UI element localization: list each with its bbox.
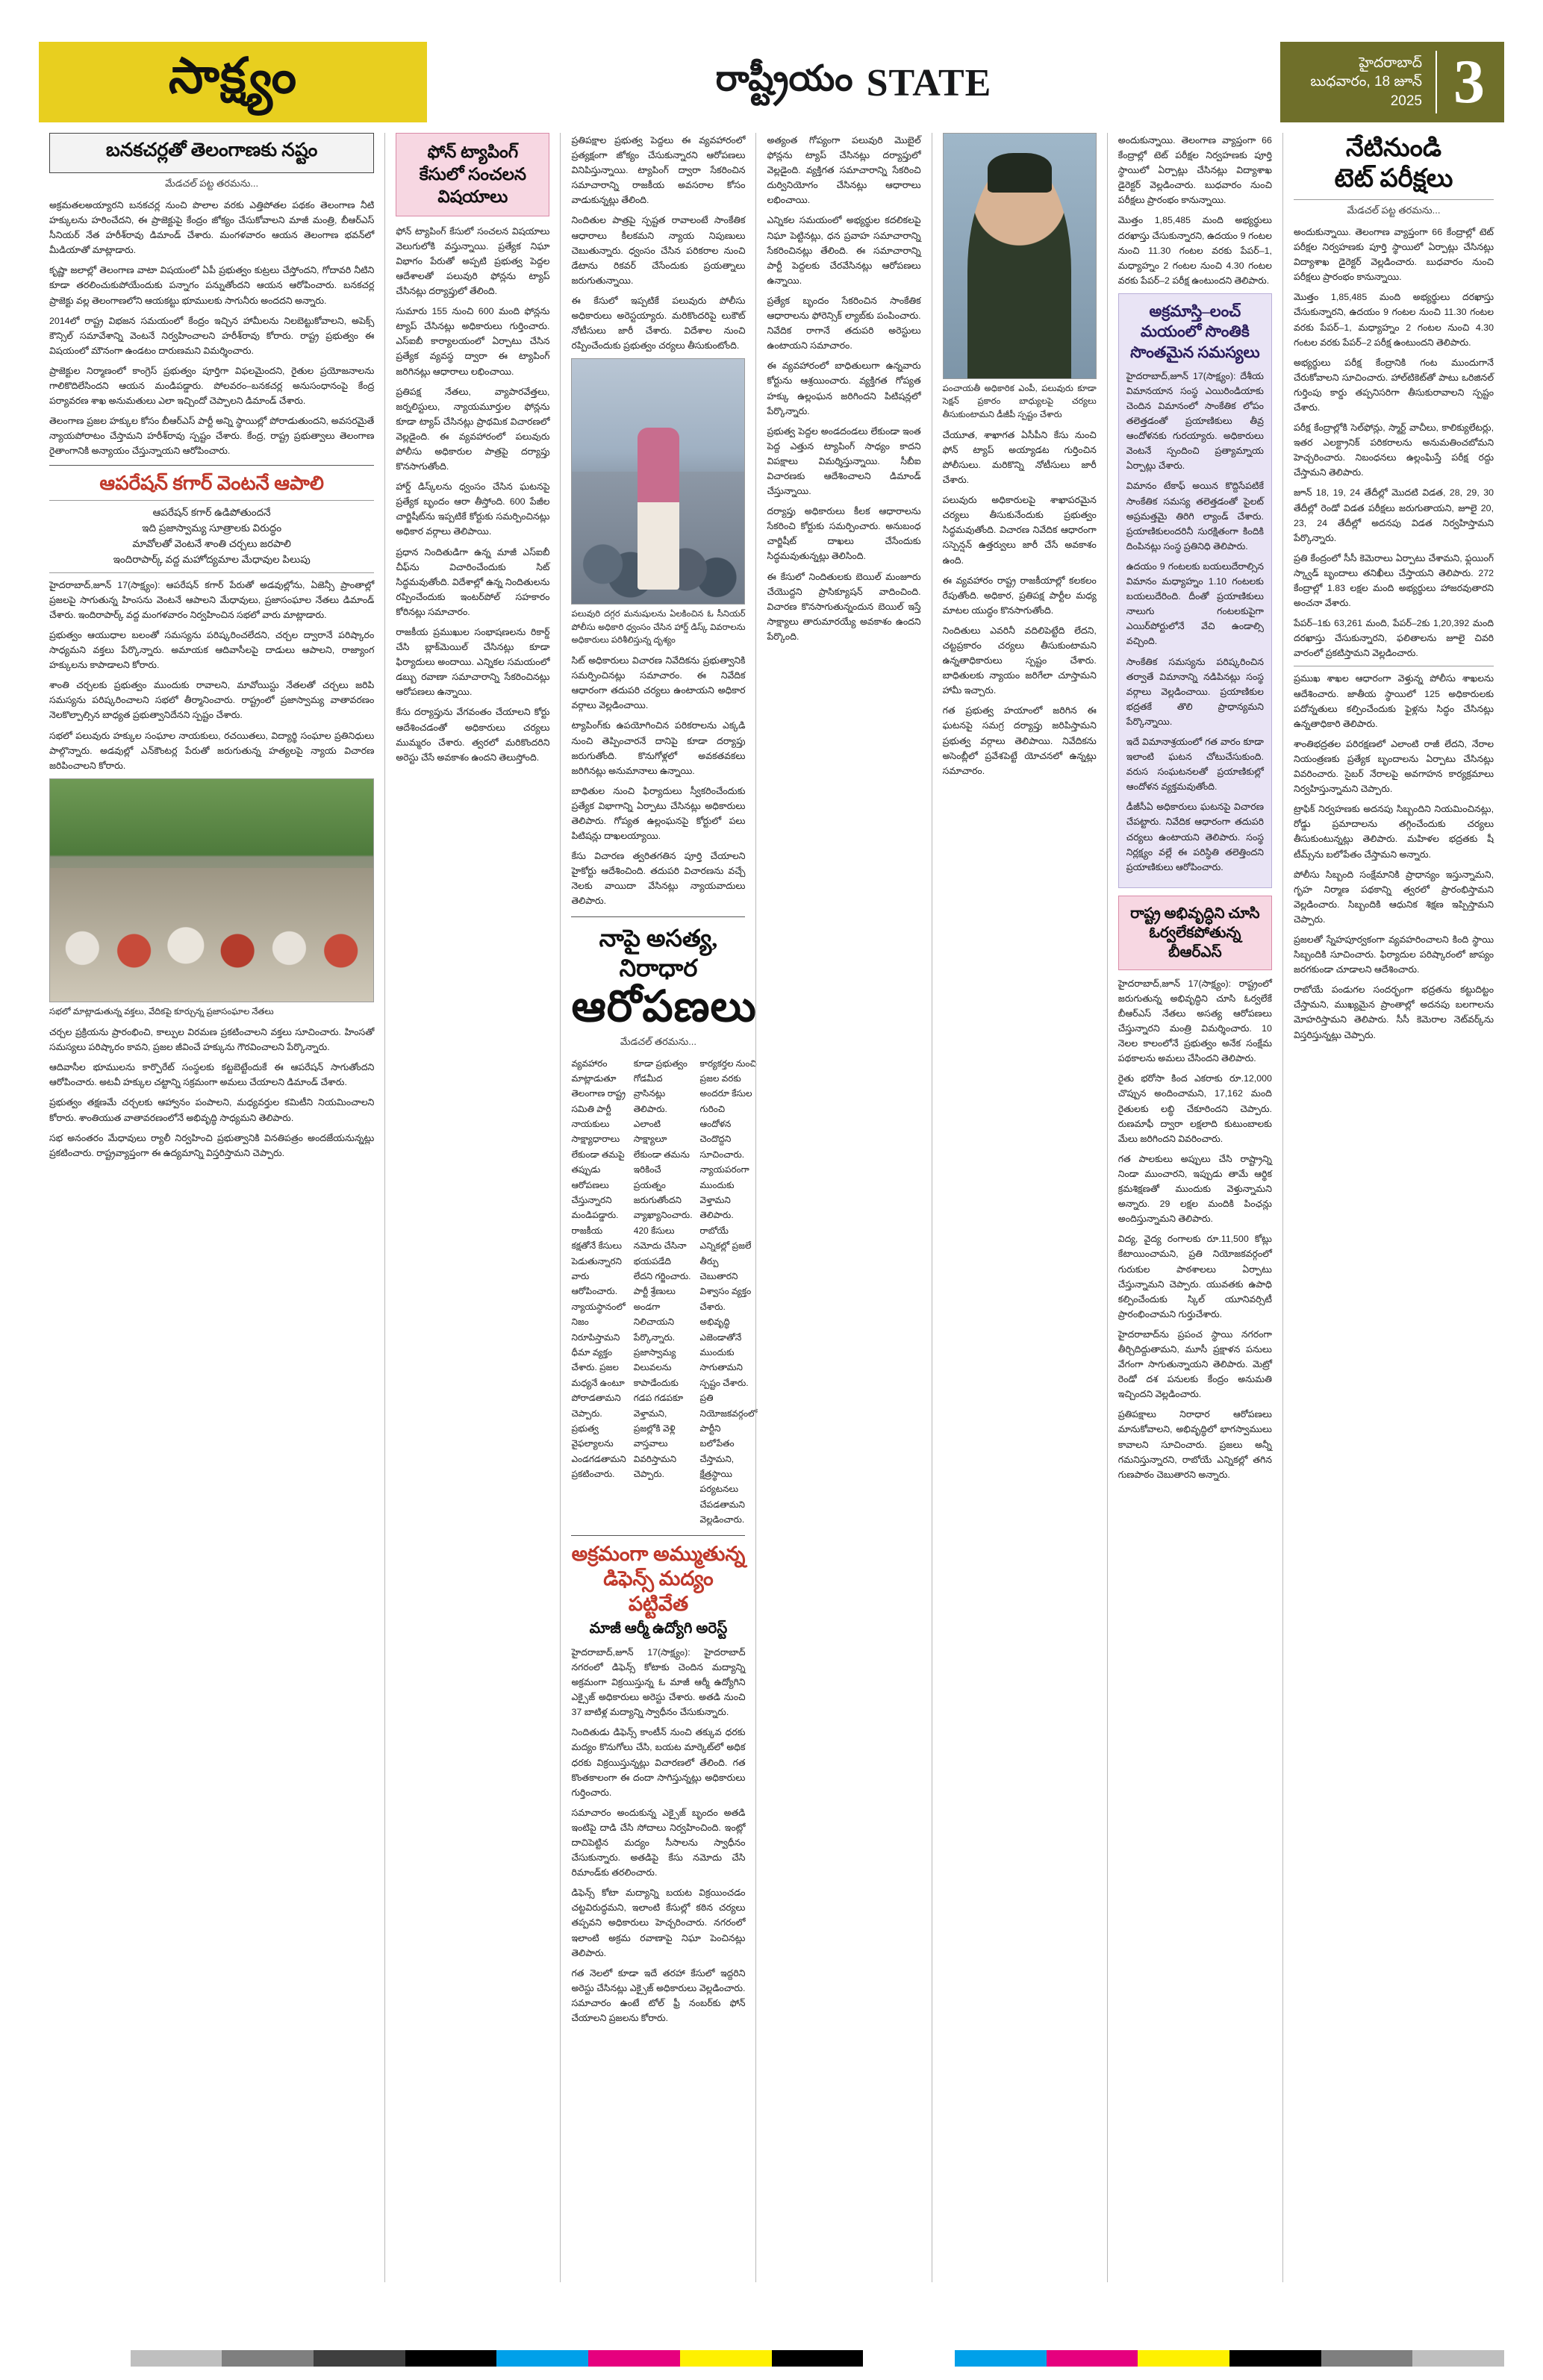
col1-red-subhead: ఆపరేషన్ కగార్ ఉడిపోతుందనే ఇది ప్రజాస్వామ్య సూత్రాలకు విరుద్ధం మావోలతో వెంటనే శాంతి చర్చలు జరపాలి ఇందిరాపార్క్ వద్ద మహోద్యమాల మేధావుల పిలుపు bbox=[113, 507, 311, 565]
col6-panel-body: హైదరాబాద్‌,జూన్ 17(సాక్ష్యం): దేశీయ విమానయాన సంస్థ ఎయిరిండియాకు చెందిన విమానంలో సాంకేతిక లోపం తలెత్తడంతో ప్రయాణికులు తీవ్ర ఆందోళనకు గురయ్యారు. అధికారులు వెంటనే స్పందించి ప్రత్యామ్నాయ ఏర్పాట్లు చేశారు. విమానం టేకాఫ్ అయిన కొద్దిసేపటికే సాంకేతిక సమస్య తలెత్తడంతో పైలట్ అప్రమత్తమై తిరిగి ల్యాండ్ చేశారు. ప్రయాణికులందరినీ సురక్షితంగా కిందికి దింపినట్లు సంస్థ ప్రతినిధి తెలిపారు. ఉదయం 9 గంటలకు బయలుదేరాల్సిన విమానం మధ్యాహ్నం 1.10 గంటలకు బయలుదేరింది. దీంతో ప్రయాణికులు నాలుగు గంటలకుపైగా ఎయిర్‌పోర్టులోనే వేచి ఉండాల్సి వచ్చింది. సాంకేతిక సమస్యను పరిష్కరించిన తర్వాతే విమానాన్ని నడిపినట్లు సంస్థ వర్గాలు వెల్లడించాయి. ప్రయాణికుల భద్రతకే తొలి ప్రాధాన్యమని పేర్కొన్నాయి. ఇదే విమానాశ్రయంలో గత వారం కూడా ఇలాంటి ఘటన చోటుచేసుకుంది. వరుస సంఘటనలతో ప్రయాణికుల్లో ఆందోళన వ్యక్తమవుతోంది. డీజీసీఏ అధికారులు ఘటనపై విచారణ చేపట్టారు. నివేదిక ఆధారంగా తదుపరి చర్యలు ఉంటాయని తెలిపారు. సంస్థ నిర్లక్ష్యం వల్లే ఈ పరిస్థితి తలెత్తిందని ప్రయాణికులు ఆరోపించారు. bbox=[1126, 370, 1264, 872]
center-feature-columns bbox=[571, 1056, 758, 1528]
color-swatch bbox=[131, 2350, 222, 2367]
col7-body: అందుకున్నాయి. తెలంగాణ వ్యాప్తంగా 66 కేంద్రాల్లో టెట్ పరీక్షల నిర్వహణకు పూర్తి స్థాయిలో ఏర్పాట్లు చేసినట్లు విద్యాశాఖ డైరెక్టర్ వెల్లడించారు. బుధవారం నుంచి పరీక్షలు ప్రారంభం కానున్నాయి. మొత్తం 1,85,485 మంది అభ్యర్థులు దరఖాస్తు చేసుకున్నారని, ఉదయం 9 గంటల నుంచి 11.30 గంటల వరకు పేపర్‌–1, మధ్యాహ్నం 2 గంటల నుంచి 4.30 గంటల వరకు పేపర్‌–2 పరీక్ష ఉంటుందని తెలిపారు. అభ్యర్థులు పరీక్ష కేంద్రానికి గంట ముందుగానే చేరుకోవాలని సూచించారు. హాల్‌టికెట్‌తో పాటు ఒరిజినల్ గుర్తింపు కార్డు తప్పనిసరిగా తీసుకురావాలని స్పష్టం చేశారు. పరీక్ష కేంద్రాల్లోకి సెల్‌ఫోన్లు, స్మార్ట్ వాచీలు, కాలిక్యులేటర్లు, ఇతర ఎలక్ట్రానిక్ పరికరాలను అనుమతించబోమని హెచ్చరించారు. నిబంధనలు ఉల్లంఘిస్తే పరీక్ష రద్దు చేస్తామని తెలిపారు. జూన్ 18, 19, 24 తేదీల్లో మొదటి విడత, 28, 29, 30 తేదీల్లో రెండో విడత పరీక్షలు జరుగుతాయని, జూలై 20, 23, 24 తేదీల్లో అదనపు విడత నిర్వహిస్తామని పేర్కొన్నారు. ప్రతి కేంద్రంలో సీసీ కెమెరాలు ఏర్పాటు చేశామని, ఫ్లయింగ్ స్క్వాడ్ బృందాలు తనిఖీలు చేస్తాయని తెలిపారు. 272 కేంద్రాల్లో 1.83 లక్షల మంది అభ్యర్థులు హాజరవుతారని అంచనా వేశారు. పేపర్‌–1కు 63,261 మంది, పేపర్‌–2కు 1,20,392 మంది దరఖాస్తు చేసుకున్నారని, ఫలితాలను జూలై చివరి వారంలో ప్రకటిస్తామని వెల్లడించారు. bbox=[1293, 226, 1494, 659]
color-swatch bbox=[222, 2350, 314, 2367]
center-bottom-headline: అక్రమంగా అమ్ముతున్న డిఫెన్స్ మద్యం పట్టివేత bbox=[571, 1542, 746, 1616]
color-swatch bbox=[863, 2350, 955, 2367]
col6-brs-headline: రాష్ట్ర అభివృద్ధిని చూసి ఓర్వలేకపోతున్న బీఆర్ఎస్ bbox=[1118, 896, 1272, 970]
col5-body: చేయూత, శాఖాగత ఏసీపీని కేసు నుంచి ఫోన్ ట్యాప్ అయ్యాడట గుర్తించిన పోలీసులు. మరికొన్ని నోటీసులు జారీ చేశారు. పలువురు అధికారులపై శాఖాపరమైన చర్యలు తీసుకునేందుకు ప్రభుత్వం సిద్ధమవుతోంది. విచారణ నివేదిక ఆధారంగా సస్పెన్షన్ ఉత్తర్వులు జారీ చేసే అవకాశం ఉంది. ఈ వ్యవహారం రాష్ట్ర రాజకీయాల్లో కలకలం రేపుతోంది. అధికార, ప్రతిపక్ష పార్టీల మధ్య మాటల యుద్ధం కొనసాగుతోంది. నిందితులు ఎవరినీ వదిలిపెట్టేది లేదని, చట్టప్రకారం చర్యలు తీసుకుంటామని ఉన్నతాధికారులు స్పష్టం చేశారు. బాధితులకు న్యాయం జరిగేలా చూస్తామని హామీ ఇచ్చారు. గత ప్రభుత్వ హయాంలో జరిగిన ఈ ఘటనపై సమగ్ర దర్యాప్తు జరిపిస్తామని ప్రభుత్వ వర్గాలు తెలిపాయి. నివేదికను అసెంబ్లీలో ప్రవేశపెట్టే యోచనలో ఉన్నట్లు సమాచారం. bbox=[942, 429, 1097, 776]
col1-photo-body: చర్చల ప్రక్రియను ప్రారంభించి, కాల్పుల విరమణ ప్రకటించాలని వక్తలు సూచించారు. హింసతో సమస్యలు పరిష్కారం కావని, ప్రజల జీవించే హక్కును గౌరవించాలని పేర్కొన్నారు. ఆదివాసీల భూములను కార్పొరేట్ సంస్థలకు కట్టబెట్టేందుకే ఈ ఆపరేషన్ సాగుతోందని ఆరోపించారు. అటవీ హక్కుల చట్టాన్ని సక్రమంగా అమలు చేయాలని డిమాండ్ చేశారు. ప్రభుత్వం తక్షణమే చర్చలకు ఆహ్వానం పంపాలని, మధ్యవర్తుల కమిటీని నియమించాలని కోరారు. శాంతియుత వాతావరణంలోనే అభివృద్ధి సాధ్యమని తెలిపారు. సభ అనంతరం మేధావులు ర్యాలీ నిర్వహించి ప్రభుత్వానికి వినతిపత్రం అందజేయనున్నట్లు ప్రకటించారు. రాష్ట్రవ్యాప్తంగా ఈ ఉద్యమాన్ని విస్తరిస్తామని చెప్పారు. bbox=[49, 1027, 375, 1158]
column-7 bbox=[1282, 133, 1504, 2282]
page-grid bbox=[39, 133, 1504, 2282]
masthead-logo-text: సాక్ష్యం bbox=[168, 49, 298, 104]
color-swatch bbox=[680, 2350, 772, 2367]
center-feature-col-3: కార్యకర్తల నుంచి ప్రజల వరకు అందరూ కేసుల గురించి ఆందోళన చెందొద్దని సూచించారు. న్యాయపరంగా ముందుకు వెళ్తామని తెలిపారు. రాబోయే ఎన్నికల్లో ప్రజలే తీర్పు చెబుతారని విశ్వాసం వ్యక్తం చేశారు. అభివృద్ధి ఎజెండాతోనే ముందుకు సాగుతామని స్పష్టం చేశారు. ప్రతి నియోజకవర్గంలో పార్టీని బలోపేతం చేస్తామని, క్షేత్రస్థాయి పర్యటనలు చేపడతామని వెల్లడించారు. bbox=[699, 1058, 758, 1525]
center-feature-col-1: వ్యవహారం మాట్లాడుతూ తెలంగాణ రాష్ట్ర సమితి పార్టీ నాయకులు సాక్ష్యాధారాలు లేకుండా తమపై తప్పుడు ఆరోపణలు చేస్తున్నారని మండిపడ్డారు. రాజకీయ కక్షతోనే కేసులు పెడుతున్నారని వారు ఆరోపించారు. న్యాయస్థానంలో నిజం నిరూపిస్తామని ధీమా వ్యక్తం చేశారు. ప్రజల మధ్యనే ఉంటూ పోరాడతామని చెప్పారు. ప్రభుత్వ వైఫల్యాలను ఎండగడతామని ప్రకటించారు. bbox=[571, 1058, 626, 1480]
section-title-english: STATE bbox=[866, 62, 992, 104]
col1-red-body: హైదరాబాద్‌,జూన్ 17(సాక్ష్యం): ఆపరేషన్ కగార్ పేరుతో అడవుల్లోను, ఏజెన్సీ ప్రాంతాల్లో ప్రజలపై సాగుతున్న హింసను వెంటనే ఆపాలని మేధావులు, ప్రజాసంఘాల నేతలు డిమాండ్ చేశారు. ఇందిరాపార్క్ వద్ద మంగళవారం నిర్వహించిన సభలో వారు మాట్లాడారు. ప్రభుత్వం ఆయుధాల బలంతో సమస్యను పరిష్కరించలేదని, చర్చల ద్వారానే పరిష్కారం సాధ్యమని వక్తలు పేర్కొన్నారు. అమాయక ఆదివాసీలపై దాడులు ఆపాలని, రాజ్యాంగ హక్కులను కాపాడాలని కోరారు. శాంతి చర్చలకు ప్రభుత్వం ముందుకు రావాలని, మావోయిస్టు నేతలతో చర్చలు జరిపి సమస్యను పరిష్కరించాలని సభలో తీర్మానించారు. రాష్ట్రంలో ప్రజాస్వామ్య వాతావరణం నెలకొల్పాల్సిన బాధ్యత ప్రభుత్వానిదేనని స్పష్టం చేశారు. సభలో పలువురు హక్కుల సంఘాల నాయకులు, రచయితలు, విద్యార్థి సంఘాల ప్రతినిధులు పాల్గొన్నారు. అడవుల్లో ఎన్‌కౌంటర్ల పేరుతో జరుగుతున్న హత్యలపై న్యాయ విచారణ జరిపించాలని కోరారు. bbox=[49, 579, 375, 771]
center-bottom-subtitle: మాజీ ఆర్మీ ఉద్యోగి అరెస్ట్ bbox=[589, 1620, 728, 1637]
col1-subhead: మేడ‌చ‌ల్ ప‌ట్ట త‌ర‌మ‌ను... bbox=[165, 178, 259, 189]
masthead-dateblock bbox=[1280, 54, 1422, 111]
col5-photo-caption: పంచాయతీ అధికారిక ఎంపీ, పలువురు కూడా సెక్షన్ ప్రకారం బాధ్యులపై చర్యలు తీసుకుంటామని డీజీపీ స్పష్టం చేశారు bbox=[942, 384, 1097, 419]
masthead-meta bbox=[1280, 42, 1504, 122]
color-swatch bbox=[772, 2350, 864, 2367]
center-feature-subhead: మేడ‌చ‌ల్ త‌ర‌మ‌ను... bbox=[620, 1035, 697, 1047]
col3-photo-caption: పలువురి దగ్గర మనుషులను ఏలకించిన ఓ సీనియర్ పోలీసు అధికారి ధ్వంసం చేసిన హార్డ్ డిస్క్ వివరాలను అధికారులు పరిశీలిస్తున్న దృశ్యం bbox=[571, 610, 746, 645]
masthead-logo bbox=[39, 42, 427, 122]
col1-body: అక్రమతలఅయ్యారని బనకచర్ల నుంచి పొలాల వరకు ఎత్తిపోతల ప‌థ‌కం తెలంగాణ నీటి హక్కులను హరించేదని, ఈ ప్రాజెక్టుపై కేంద్రం జోక్యం చేసుకోవాలని మాజీ మంత్రి, బీఆర్‌ఎస్ సీనియర్ నేత హరీశ్‌రావు డిమాండ్ చేశారు. మంగళవారం ఆయన తెలంగాణ భవన్‌లో మీడియాతో మాట్లాడారు. కృష్ణా జలాల్లో తెలంగాణ వాటా విషయంలో ఏపీ ప్రభుత్వం కుట్రలు చేస్తోందని, గోదావరి నీటిని కూడా తరలించుకుపోయేందుకు పన్నాగం పన్నుతోందని ఆయన ఆరోపించారు. బనకచర్ల ప్రాజెక్టు వల్ల తెలంగాణలోని ఆయకట్టు భూములకు సాగునీరు అందదని అన్నారు. 2014లో రాష్ట్ర విభజన సమయంలో కేంద్రం ఇచ్చిన హామీలను నిలబెట్టుకోవాలని, అపెక్స్ కౌన్సిల్ సమావేశాన్ని వెంటనే నిర్వహించాలని హరీశ్‌రావు కోరారు. రాష్ట్ర ప్రభుత్వం ఈ విషయంలో మౌనంగా ఉండటం దారుణమని విమర్శించారు. ప్రాజెక్టుల నిర్మాణంలో కాంగ్రెస్ ప్రభుత్వం పూర్తిగా విఫలమైందని, రైతుల ప్రయోజనాలను గాలికొదిలేసిందని ఆయన మండిపడ్డారు. పోలవరం–బనకచర్ల అనుసంధానంపై కేంద్ర పర్యావరణ శాఖ అనుమతులు ఎలా ఇచ్చిందో చెప్పాలని డిమాండ్ చేశారు. తెలంగాణ ప్రజల హక్కుల కోసం బీఆర్‌ఎస్ పార్టీ అన్ని స్థాయిల్లో పోరాడుతుందని, అవసరమైతే న్యాయపోరాటం చేస్తామని హరీశ్‌రావు స్పష్టం చేశారు. కేంద్ర, రాష్ట్ర ప్రభుత్వాలు తెలంగాణ రైతాంగానికి అన్యాయం చేస్తున్నాయని ఆరోపించారు. bbox=[49, 200, 375, 457]
col6-panel-title: అక్రమాస్తి–లంచ్ మయంలో సొంతికి సొంతమైన సమస్యలు bbox=[1130, 302, 1260, 361]
col3-body-2: సిట్ అధికారులు విచారణ నివేదికను ప్రభుత్వానికి సమర్పించినట్లు సమాచారం. ఈ నివేదిక ఆధారంగా తదుపరి చర్యలు ఉంటాయని అధికార వర్గాలు వెల్లడించాయి. ట్యాపింగ్‌కు ఉపయోగించిన పరికరాలను ఎక్కడి నుంచి తెప్పించారనే దానిపై కూడా దర్యాప్తు జరుగుతోంది. కొనుగోళ్లలో అవకతవకలు జరిగినట్లు అనుమానాలు ఉన్నాయి. బాధితుల నుంచి ఫిర్యాదులు స్వీకరించేందుకు ప్రత్యేక విభాగాన్ని ఏర్పాటు చేసినట్లు అధికారులు తెలిపారు. గోప్యత ఉల్లంఘనపై కోర్టులో పలు పిటిషన్లు దాఖలయ్యాయి. కేసు విచారణ త్వరితగతిన పూర్తి చేయాలని హైకోర్టు ఆదేశించింది. తదుపరి విచారణను వచ్చే నెలకు వాయిదా వేసినట్లు న్యాయవాదులు తెలిపారు. bbox=[571, 655, 746, 907]
col1-photo-caption: సభలో మాట్లాడుతున్న వక్తలు, వేదికపై కూర్చున్న ప్రజాసంఘాల నేతలు bbox=[49, 1007, 274, 1016]
column-1 bbox=[39, 133, 384, 2282]
col6-filler-body: అందుకున్నాయి. తెలంగాణ వ్యాప్తంగా 66 కేంద్రాల్లో టెట్ పరీక్షల నిర్వహణకు పూర్తి స్థాయిలో ఏర్పాట్లు చేసినట్లు విద్యాశాఖ డైరెక్టర్ వెల్లడించారు. బుధవారం నుంచి పరీక్షలు ప్రారంభం కానున్నాయి. మొత్తం 1,85,485 మంది అభ్యర్థులు దరఖాస్తు చేసుకున్నారని, ఉదయం 9 గంటల నుంచి 11.30 గంటల వరకు పేపర్‌–1, మధ్యాహ్నం 2 గంటల నుంచి 4.30 గంటల వరకు పేపర్‌–2 పరీక్ష ఉంటుందని తెలిపారు. bbox=[1117, 135, 1272, 286]
center-bottom-body: హైదరాబాద్‌,జూన్ 17(సాక్ష్యం): హైదరాబాద్ నగరంలో డిఫెన్స్ కోటాకు చెందిన మద్యాన్ని అక్రమంగా విక్రయిస్తున్న ఓ మాజీ ఆర్మీ ఉద్యోగిని ఎక్సైజ్ అధికారులు అరెస్టు చేశారు. అతడి నుంచి 37 బాటిళ్ల మద్యాన్ని స్వాధీనం చేసుకున్నారు. నిందితుడు డిఫెన్స్ కాంటీన్ నుంచి తక్కువ ధరకు మద్యం కొనుగోలు చేసి, బయట మార్కెట్‌లో అధిక ధరకు విక్రయిస్తున్నట్లు విచారణలో తేలింది. గత కొంతకాలంగా ఈ దందా సాగిస్తున్నట్లు అధికారులు గుర్తించారు. సమాచారం అందుకున్న ఎక్సైజ్ బృందం అతడి ఇంటిపై దాడి చేసి సోదాలు నిర్వహించింది. ఇంట్లో దాచిపెట్టిన మద్యం సీసాలను స్వాధీనం చేసుకున్నారు. అతడిపై కేసు నమోదు చేసి రిమాండ్‌కు తరలించారు. డిఫెన్స్ కోటా మద్యాన్ని బయట విక్రయించడం చట్టవిరుద్ధమని, ఇలాంటి కేసుల్లో కఠిన చర్యలు తప్పవని అధికారులు హెచ్చరించారు. నగరంలో ఇలాంటి అక్రమ రవాణాపై నిఘా పెంచినట్లు తెలిపారు. గత నెలలో కూడా ఇదే తరహా కేసులో ఇద్దరిని అరెస్టు చేసినట్లు ఎక్సైజ్ అధికారులు వెల్లడించారు. సమాచారం ఉంటే టోల్ ఫ్రీ నంబర్‌కు ఫోన్ చేయాలని ప్రజలను కోరారు. bbox=[571, 1646, 746, 2024]
column-3 bbox=[560, 133, 758, 2282]
col5-photo-officer bbox=[943, 133, 1097, 379]
col2-body: ఫోన్ ట్యాపింగ్ కేసులో సంచలన విషయాలు వెలుగులోకి వస్తున్నాయి. ప్రత్యేక నిఘా విభాగం పేరుతో అప్పటి ప్రభుత్వ పెద్దల ఆదేశాలతో పలువురి ఫోన్లను ట్యాప్ చేసినట్లు దర్యాప్తులో తేలింది. సుమారు 155 నుంచి 600 మంది ఫోన్లను ట్యాప్ చేసినట్లు అధికారులు గుర్తించారు. ఎస్‌ఐబీ కార్యాలయంలో ఏర్పాటు చేసిన ప్రత్యేక వ్యవస్థ ద్వారా ఈ ట్యాపింగ్ జరిగినట్లు ఆధారాలు లభించాయి. ప్రతిపక్ష నేతలు, వ్యాపారవేత్తలు, జర్నలిస్టులు, న్యాయమూర్తుల ఫోన్లను కూడా ట్యాప్ చేసినట్లు ప్రాథమిక విచారణలో వెల్లడైంది. ఈ వ్యవహారంలో పలువురు పోలీసు అధికారుల పాత్రపై దర్యాప్తు కొనసాగుతోంది. హార్డ్ డిస్క్‌లను ధ్వంసం చేసిన ఘటనపై ప్రత్యేక బృందం ఆరా తీస్తోంది. 600 పేజీల చార్జిషీట్‌ను ఇప్పటికే కోర్టుకు సమర్పించినట్లు అధికార వర్గాలు తెలిపాయి. ప్రధాన నిందితుడిగా ఉన్న మాజీ ఎస్‌ఐబీ చీఫ్‌ను విచారించేందుకు సిట్ సిద్ధమవుతోంది. విదేశాల్లో ఉన్న నిందితులను రప్పించేందుకు ఇంటర్‌పోల్ సహకారం కోరినట్లు సమాచారం. రాజకీయ ప్రముఖుల సంభాషణలను రికార్డ్ చేసి బ్లాక్‌మెయిల్ చేసినట్లు కూడా ఫిర్యాదులు అందాయి. ఎన్నికల సమయంలో డబ్బు రవాణా సమాచారాన్ని సేకరించినట్లు ఆరోపణలు ఉన్నాయి. కేసు దర్యాప్తును వేగవంతం చేయాలని కోర్టు ఆదేశించడంతో అధికారులు చర్యలు ముమ్మరం చేశారు. త్వరలో మరికొందరిని అరెస్టు చేసే అవకాశం ఉందని తెలుస్తోంది. bbox=[396, 225, 550, 763]
color-swatch bbox=[1229, 2350, 1321, 2367]
color-swatch bbox=[1412, 2350, 1504, 2367]
col6-panel bbox=[1118, 293, 1272, 888]
color-swatch bbox=[1047, 2350, 1138, 2367]
color-swatch bbox=[1138, 2350, 1229, 2367]
col3-photo-crowd bbox=[571, 358, 745, 605]
edition-city: హైదరాబాద్ bbox=[1359, 54, 1422, 71]
masthead-section bbox=[427, 42, 1280, 122]
color-swatch bbox=[405, 2350, 497, 2367]
col1-photo-meeting bbox=[49, 778, 374, 1002]
col2-headline: ఫోన్ ట్యాపింగ్ కేసులో సంచలన విషయాలు bbox=[396, 133, 549, 216]
color-swatch bbox=[955, 2350, 1047, 2367]
center-feature-col-2: కూడా ప్రభుత్వం గోడమీద వ్రాసినట్లు తెలిపారు. ఎలాంటి సాక్ష్యాలూ లేకుండా తమను ఇరికించే ప్రయత్నం జరుగుతోందని వ్యాఖ్యానించారు. 420 కేసులు నమోదు చేసినా భయపడేది లేదని గర్జించారు. పార్టీ శ్రేణులు అండగా నిలిచాయని పేర్కొన్నారు. ప్రజాస్వామ్య విలువలను కాపాడేందుకు గడప గడపకూ వెళ్తామని, ప్రజల్లోకి వెళ్లి వాస్తవాలు వివరిస్తామని చెప్పారు. bbox=[633, 1058, 693, 1480]
color-swatch bbox=[39, 2350, 131, 2367]
color-swatch bbox=[588, 2350, 680, 2367]
col1-red-headline: ఆపరేషన్ కగార్ వెంటనే ఆపాలి bbox=[99, 472, 324, 494]
center-feature-headline: నాపై అసత్య, నిరాధార ఆరోపణలు bbox=[571, 924, 757, 1031]
col4-body: అత్యంత గోప్యంగా పలువురి మొబైల్ ఫోన్లను ట్యాప్ చేసినట్లు దర్యాప్తులో వెల్లడైంది. వ్యక్తిగత సమాచారాన్ని సేకరించి దుర్వినియోగం చేసినట్లు ఆధారాలు లభించాయి. ఎన్నికల సమయంలో అభ్యర్థుల కదలికలపై నిఘా పెట్టినట్లు, ధన ప్రవాహ సమాచారాన్ని సేకరించినట్లు తేలింది. ఈ సమాచారాన్ని పార్టీ పెద్దలకు చేరవేసినట్లు ఆరోపణలు ఉన్నాయి. ప్రత్యేక బృందం సేకరించిన సాంకేతిక ఆధారాలను ఫోరెన్సిక్ ల్యాబ్‌కు పంపించారు. నివేదిక రాగానే తదుపరి అరెస్టులు ఉంటాయని సమాచారం. ఈ వ్యవహారంలో బాధితులుగా ఉన్నవారు కోర్టును ఆశ్రయించారు. వ్యక్తిగత గోప్యత హక్కు ఉల్లంఘన జరిగిందని పిటిషన్లలో పేర్కొన్నారు. ప్రభుత్వ పెద్దల అండదండలు లేకుండా ఇంత పెద్ద ఎత్తున ట్యాపింగ్ సాధ్యం కాదని విపక్షాలు విమర్శిస్తున్నాయి. సీబీఐ విచారణకు ఆదేశించాలని డిమాండ్ చేస్తున్నాయి. దర్యాప్తు అధికారులు కీలక ఆధారాలను సేకరించి కోర్టుకు సమర్పించారు. అనుబంధ చార్జిషీట్ దాఖలు చేసేందుకు సిద్ధమవుతున్నట్లు తెలిసింది. ఈ కేసులో నిందితులకు బెయిల్ మంజూరు చేయొద్దని ప్రాసిక్యూషన్ వాదించింది. విచారణ కొనసాగుతున్నందున బెయిల్ ఇస్తే సాక్ష్యాలు తారుమారయ్యే అవకాశం ఉందని పేర్కొంది. bbox=[767, 135, 921, 642]
color-swatch bbox=[1321, 2350, 1413, 2367]
col1-headline: బనకచర్లతో తెలంగాణకు నష్టం bbox=[49, 133, 374, 173]
color-swatch bbox=[314, 2350, 405, 2367]
col3-body: ప్రతిపక్షాల ప్రభుత్వ పెద్దలు ఈ వ్యవహారంలో ప్రత్యక్షంగా జోక్యం చేసుకున్నారని ఆరోపణలు వినిపిస్తున్నాయి. ట్యాపింగ్ ద్వారా సేకరించిన సమాచారాన్ని రాజకీయ అవసరాల కోసం వాడుకున్నట్లు తేలింది. నిందితుల పాత్రపై స్పష్టత రావాలంటే సాంకేతిక ఆధారాలు కీలకమని న్యాయ నిపుణులు చెబుతున్నారు. ధ్వంసం చేసిన పరికరాల నుంచి డేటాను రికవర్ చేసేందుకు ప్రయత్నాలు జరుగుతున్నాయి. ఈ కేసులో ఇప్పటికే పలువురు పోలీసు అధికారులు అరెస్టయ్యారు. మరికొందరిపై లుకౌట్ నోటీసులు జారీ చేశారు. విదేశాల నుంచి రప్పించేందుకు ప్రభుత్వం చర్యలు తీసుకుంటోంది. bbox=[571, 135, 746, 352]
masthead bbox=[39, 42, 1504, 122]
edition-date: బుధవారం, 18 జూన్ 2025 bbox=[1310, 74, 1422, 109]
color-swatch bbox=[496, 2350, 588, 2367]
column-5 bbox=[932, 133, 1107, 2282]
col7-subhead: మేడ‌చ‌ల్ ప‌ట్ట త‌ర‌మ‌ను... bbox=[1347, 204, 1441, 216]
col7-body-2: ప్రముఖ శాఖల ఆధారంగా వెళ్తున్న పోలీసు శాఖలను ఆదేశించారు. జాతీయ స్థాయిలో 125 అధికారులకు పదోన్నతులు కల్పించేందుకు ఫైళ్లను సిద్ధం చేసినట్లు ఉన్నతాధికారి తెలిపారు. శాంతిభద్రతల పరిరక్షణలో ఎలాంటి రాజీ లేదని, నేరాల నియంత్రణకు ప్రత్యేక బృందాలను ఏర్పాటు చేసినట్లు వివరించారు. సైబర్ నేరాలపై అవగాహన కార్యక్రమాలు నిర్వహిస్తున్నామని చెప్పారు. ట్రాఫిక్ నిర్వహణకు అదనపు సిబ్బందిని నియమించినట్లు, రోడ్డు ప్రమాదాలను తగ్గించేందుకు చర్యలు తీసుకుంటున్నట్లు తెలిపారు. మహిళల భద్రతకు షీ టీమ్స్‌ను బలోపేతం చేస్తామని అన్నారు. పోలీసు సిబ్బంది సంక్షేమానికి ప్రాధాన్యం ఇస్తున్నామని, గృహ నిర్మాణ పథకాన్ని త్వరలో ప్రారంభిస్తామని వెల్లడించారు. సిబ్బందికి ఆధునిక శిక్షణ ఇప్పిస్తామని చెప్పారు. ప్రజలతో స్నేహపూర్వకంగా వ్యవహరించాలని కింది స్థాయి సిబ్బందికి సూచించారు. ఫిర్యాదుల పరిష్కారంలో జాప్యం జరగకుండా చూడాలని ఆదేశించారు. రాబోయే పండుగల సందర్భంగా భద్రతను కట్టుదిట్టం చేస్తామని, ముఖ్యమైన ప్రాంతాల్లో అదనపు బలగాలను మోహరిస్తామని తెలిపారు. సీసీ కెమెరాల నెట్‌వర్క్‌ను విస్తరిస్తున్నట్లు చెప్పారు. bbox=[1293, 673, 1494, 1040]
section-title-telugu: రాష్ట్రీయం bbox=[715, 59, 853, 99]
column-6 bbox=[1107, 133, 1282, 2282]
print-color-bar bbox=[39, 2350, 1504, 2367]
col6-brs-body: హైదరాబాద్‌,జూన్ 17(సాక్ష్యం): రాష్ట్రంలో జరుగుతున్న అభివృద్ధిని చూసి ఓర్వలేకే బీఆర్‌ఎస్ నేతలు అసత్య ఆరోపణలు చేస్తున్నారని మంత్రి విమర్శించారు. 10 నెలల కాలంలోనే ప్రభుత్వం అనేక సంక్షేమ పథకాలను అమలు చేసిందని తెలిపారు. రైతు భరోసా కింద ఎకరాకు రూ.12,000 చొప్పున అందించామని, 17,162 మంది రైతులకు లబ్ధి చేకూరిందని చెప్పారు. రుణమాఫీ ద్వారా లక్షలాది కుటుంబాలకు మేలు జరిగిందని వివరించారు. గత పాలకులు అప్పులు చేసి రాష్ట్రాన్ని నిండా ముంచారని, ఇప్పుడు తామే ఆర్థిక క్రమశిక్షణతో ముందుకు వెళ్తున్నామని అన్నారు. 29 లక్షల మందికి పింఛన్లు అందిస్తున్నామని తెలిపారు. విద్య, వైద్య రంగాలకు రూ.11,500 కోట్లు కేటాయించామని, ప్రతి నియోజకవర్గంలో గురుకుల పాఠశాలలు ఏర్పాటు చేస్తున్నామని చెప్పారు. యువతకు ఉపాధి కల్పించేందుకు స్కిల్ యూనివర్సిటీ ప్రారంభించామని గుర్తుచేశారు. హైదరాబాద్‌ను ప్రపంచ స్థాయి నగరంగా తీర్చిదిద్దుతామని, మూసీ ప్రక్షాళన పనులు వేగంగా సాగుతున్నాయని తెలిపారు. మెట్రో రెండో దశ పనులకు కేంద్రం అనుమతి ఇచ్చిందని వెల్లడించారు. ప్రతిపక్షాలు నిరాధార ఆరోపణలు మానుకోవాలని, అభివృద్ధిలో భాగస్వాములు కావాలని సూచించారు. ప్రజలు అన్నీ గమనిస్తున్నారని, రాబోయే ఎన్నికల్లో తగిన గుణపాఠం చెబుతారని అన్నారు. bbox=[1117, 978, 1272, 1480]
col7-headline: నేటినుండి టెట్ పరీక్షలు bbox=[1334, 134, 1453, 193]
column-2 bbox=[384, 133, 560, 2282]
column-4 bbox=[755, 133, 931, 2282]
page-number: 3 bbox=[1436, 51, 1485, 113]
